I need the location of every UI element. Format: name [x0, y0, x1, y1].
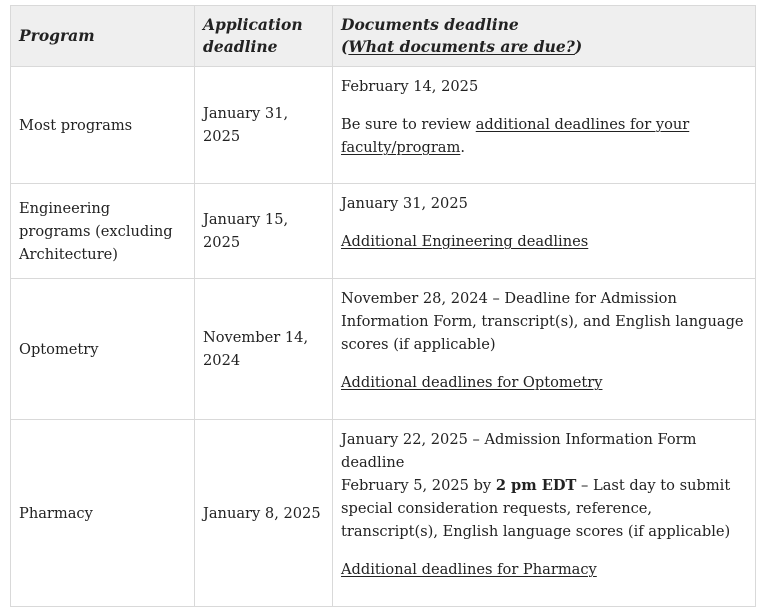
header-documents-deadline: [333, 6, 756, 67]
table-row: [11, 279, 756, 420]
line2-prefix: February 5, 2025 by: [341, 477, 496, 494]
documents-link-line: [341, 230, 747, 253]
line2-time: 2 pm EDT: [495, 477, 577, 494]
what-documents-due-link[interactable]: What documents are due?: [348, 37, 575, 56]
documents-deadline-cell: [333, 67, 756, 184]
program-cell: Optometry: [11, 279, 195, 420]
table-row: [11, 184, 756, 279]
engineering-deadlines-link[interactable]: Additional Engineering deadlines: [341, 233, 589, 250]
table-row: [11, 420, 756, 607]
documents-link-line: [341, 371, 747, 394]
documents-text: November 28, 2024 – Deadline for Admission Information Form, transcript(s), and English language scores (if applicable): [341, 290, 744, 353]
header-link-close-paren: ): [574, 37, 583, 56]
program-cell: Most programs: [11, 67, 195, 184]
application-deadline-cell: November 14, 2024: [195, 279, 333, 420]
header-documents-deadline-label: Documents deadline: [341, 15, 519, 34]
documents-deadline-cell: [333, 184, 756, 279]
documents-deadline-cell: [333, 279, 756, 420]
line2-suffix: – Last day to submit special consideration requests, reference, transcript(s), English language scores (if applicable): [341, 477, 731, 540]
note-suffix: .: [460, 139, 465, 156]
program-cell: Engineering programs (excluding Architecture): [11, 184, 195, 279]
documents-link-line: [341, 558, 747, 581]
optometry-deadlines-link[interactable]: Additional deadlines for Optometry: [341, 374, 603, 391]
program-cell: Pharmacy: [11, 420, 195, 607]
header-application-deadline: Application deadline: [195, 6, 333, 67]
documents-text-line2: [341, 474, 747, 543]
faculty-deadlines-link[interactable]: additional deadlines for your faculty/program: [341, 116, 690, 156]
header-link-open-paren: (: [341, 37, 349, 56]
table-row: [11, 67, 756, 184]
note-prefix: Be sure to review: [341, 116, 476, 133]
documents-deadline-cell: [333, 420, 756, 607]
application-deadline-cell: January 31, 2025: [195, 67, 333, 184]
application-deadline-cell: January 15, 2025: [195, 184, 333, 279]
deadlines-table-container: [10, 5, 755, 607]
deadlines-table: [10, 5, 756, 607]
pharmacy-deadlines-link[interactable]: Additional deadlines for Pharmacy: [341, 561, 597, 578]
documents-text-line1: January 22, 2025 – Admission Information Form deadline: [341, 431, 697, 471]
documents-note: [341, 113, 747, 159]
header-program: Program: [11, 6, 195, 67]
documents-date: January 31, 2025: [341, 195, 468, 212]
documents-date: February 14, 2025: [341, 78, 479, 95]
application-deadline-cell: January 8, 2025: [195, 420, 333, 607]
table-header-row: [11, 6, 756, 67]
